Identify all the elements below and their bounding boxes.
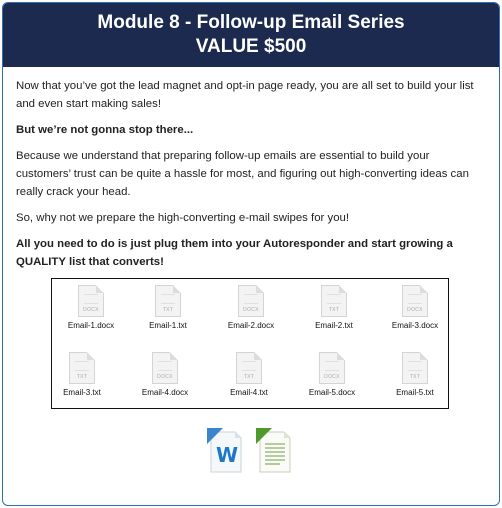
file-name: Email-2.txt [315, 321, 353, 330]
docx-file-icon [402, 285, 428, 317]
file-item[interactable] [214, 352, 284, 398]
txt-file-icon [321, 285, 347, 317]
file-ext: TXT [328, 307, 340, 313]
docx-file-icon [319, 352, 345, 384]
file-name: Email-5.docx [308, 388, 356, 397]
txt-file-icon [236, 352, 262, 384]
word-document-icon [207, 428, 245, 474]
docx-file-icon [238, 285, 264, 317]
text-document-icon [256, 428, 294, 474]
file-name: Email-3.txt [63, 388, 101, 397]
file-name: Email-4.docx [141, 388, 189, 397]
file-grid [51, 278, 449, 409]
txt-file-icon [155, 285, 181, 317]
module-description [3, 67, 499, 271]
file-ext: TXT [162, 307, 174, 313]
file-item[interactable] [216, 285, 286, 331]
txt-file-icon [402, 352, 428, 384]
module-value: VALUE $500 [195, 36, 307, 57]
module-header [3, 3, 499, 67]
file-ext: DOCX [243, 307, 259, 313]
file-ext: DOCX [407, 307, 423, 313]
file-item[interactable] [47, 352, 117, 398]
file-name: Email-3.docx [391, 321, 439, 330]
txt-file-icon [69, 352, 95, 384]
file-name: Email-1.docx [67, 321, 115, 330]
svg-text:W: W [215, 443, 239, 467]
file-item[interactable] [380, 352, 450, 398]
cta-paragraph: All you need to do is just plug them into your Autoresponder and start growing a QUALITY list that converts! [16, 238, 453, 268]
file-ext: DOCX [83, 307, 99, 313]
docx-file-icon [78, 285, 104, 317]
file-ext: TXT [243, 374, 255, 380]
file-item[interactable] [133, 285, 203, 331]
file-name: Email-2.docx [227, 321, 275, 330]
emphasis-paragraph: But we’re not gonna stop there... [16, 124, 194, 136]
body-paragraph: Because we understand that preparing follow-up emails are essential to build your customers’ trust can be quite a hassle for most, and figuring out high-converting ideas can really crack your head. [16, 150, 469, 198]
file-ext: TXT [409, 374, 421, 380]
file-ext: DOCX [157, 374, 173, 380]
file-item[interactable] [56, 285, 126, 331]
module-title: Module 8 - Follow-up Email Series [97, 12, 405, 33]
file-ext: TXT [76, 374, 88, 380]
file-name: Email-4.txt [230, 388, 268, 397]
file-item[interactable] [299, 285, 369, 331]
format-icons [0, 428, 502, 478]
file-item[interactable] [297, 352, 367, 398]
file-item[interactable] [380, 285, 450, 331]
file-ext: DOCX [324, 374, 340, 380]
file-name: Email-1.txt [149, 321, 187, 330]
docx-file-icon [152, 352, 178, 384]
intro-paragraph: Now that you’ve got the lead magnet and opt-in page ready, you are all set to build your list and even start making sales! [16, 80, 474, 110]
offer-paragraph: So, why not we prepare the high-converting e-mail swipes for you! [16, 212, 350, 224]
file-item[interactable] [130, 352, 200, 398]
file-name: Email-5.txt [396, 388, 434, 397]
